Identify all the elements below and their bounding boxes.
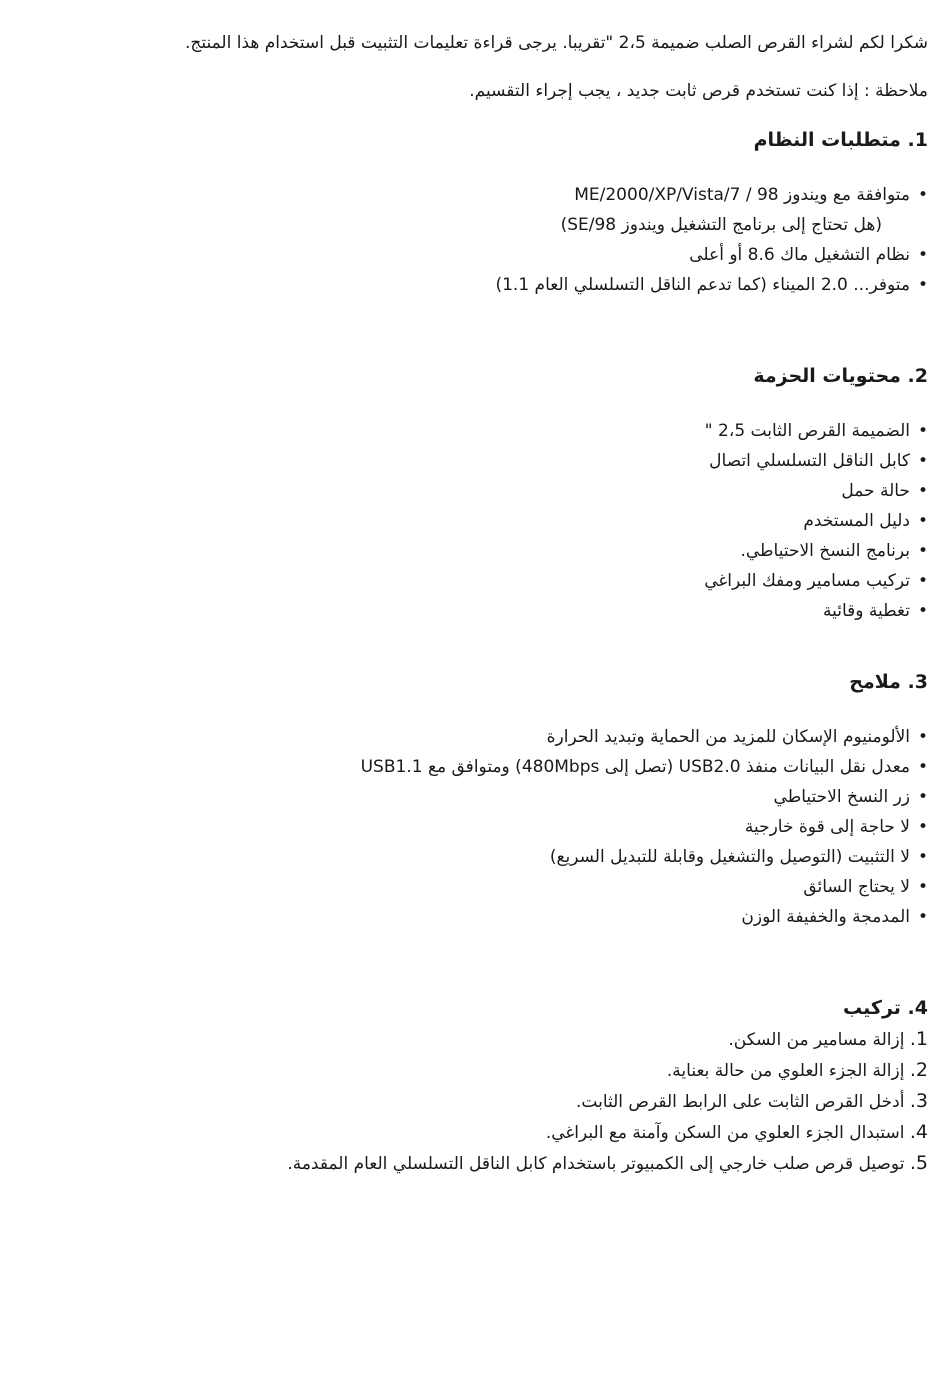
step-text: إزالة الجزء العلوي من حالة بعناية. — [666, 1061, 905, 1081]
installation-steps-list — [8, 1024, 928, 1179]
intro-paragraph: شكرا لكم لشراء القرص الصلب ضميمة 2،5 "تقريبا. يرجى قراءة تعليمات التثبيت قبل استخدام هذا المنتج. — [184, 33, 928, 53]
section-number: 1. — [907, 129, 928, 151]
list-item: • زر النسخ الاحتياطي — [8, 782, 928, 812]
step-number: 1. — [909, 1028, 928, 1050]
step-text: توصيل قرص صلب خارجي إلى الكمبيوتر باستخدام كابل الناقل التسلسلي العام المقدمة. — [287, 1154, 905, 1174]
step-item — [8, 1055, 928, 1086]
section-number: 2. — [907, 365, 928, 387]
step-item — [8, 1117, 928, 1148]
section-title: تركيب — [843, 997, 901, 1019]
section-number: 4. — [907, 997, 928, 1019]
section-heading-package-contents — [8, 360, 928, 392]
step-item — [8, 1086, 928, 1117]
package-contents-list — [8, 416, 928, 626]
step-item — [8, 1148, 928, 1179]
list-item: • الألومنيوم الإسكان للمزيد من الحماية وتبديد الحرارة — [8, 722, 928, 752]
spacer — [8, 300, 928, 360]
list-item: • معدل نقل البيانات منفذ USB2.0 (تصل إلى 480Mbps) ومتوافق مع USB1.1 — [8, 752, 928, 782]
list-item: • متوفر... 2.0 الميناء (كما تدعم الناقل التسلسلي العام 1.1) — [8, 270, 928, 300]
list-item: • برنامج النسخ الاحتياطي. — [8, 536, 928, 566]
list-item-text: متوافقة مع ويندوز ME/2000/XP/Vista/7 / 98 — [574, 185, 910, 205]
section-heading-installation — [8, 992, 928, 1024]
list-item — [8, 180, 928, 240]
list-item: • لا يحتاج السائق — [8, 872, 928, 902]
step-number: 5. — [909, 1152, 928, 1174]
list-item: • الضميمة القرص الثابت 2،5 " — [8, 416, 928, 446]
list-item: • تغطية وقائية — [8, 596, 928, 626]
list-item: • كابل الناقل التسلسلي اتصال — [8, 446, 928, 476]
list-item: • نظام التشغيل ماك 8.6 أو أعلى — [8, 240, 928, 270]
list-item: • تركيب مسامير ومفك البراغي — [8, 566, 928, 596]
manual-page — [8, 28, 928, 1179]
section-title: متطلبات النظام — [753, 129, 901, 151]
list-item: • لا حاجة إلى قوة خارجية — [8, 812, 928, 842]
features-list — [8, 722, 928, 932]
list-item-note: (هل تحتاج إلى برنامج التشغيل ويندوز SE/98) — [560, 215, 882, 235]
step-item — [8, 1024, 928, 1055]
system-requirements-list — [8, 180, 928, 300]
section-number: 3. — [907, 671, 928, 693]
list-item: • لا التثبيت (التوصيل والتشغيل وقابلة للتبديل السريع) — [8, 842, 928, 872]
section-heading-features — [8, 666, 928, 698]
step-text: استبدال الجزء العلوي من السكن وآمنة مع البراغي. — [545, 1123, 905, 1143]
note-paragraph: ملاحظة : إذا كنت تستخدم قرص ثابت جديد ، يجب إجراء التقسيم. — [469, 81, 928, 101]
section-title: محتويات الحزمة — [753, 365, 901, 387]
spacer — [8, 626, 928, 666]
step-text: إزالة مسامير من السكن. — [728, 1030, 905, 1050]
step-number: 3. — [909, 1090, 928, 1112]
step-number: 4. — [909, 1121, 928, 1143]
step-number: 2. — [909, 1059, 928, 1081]
list-item: • المدمجة والخفيفة الوزن — [8, 902, 928, 932]
spacer — [8, 932, 928, 992]
list-item: • حالة حمل — [8, 476, 928, 506]
list-item: • دليل المستخدم — [8, 506, 928, 536]
section-heading-system-requirements — [8, 124, 928, 156]
section-title: ملامح — [849, 671, 901, 693]
step-text: أدخل القرص الثابت على الرابط القرص الثابت. — [575, 1092, 905, 1112]
